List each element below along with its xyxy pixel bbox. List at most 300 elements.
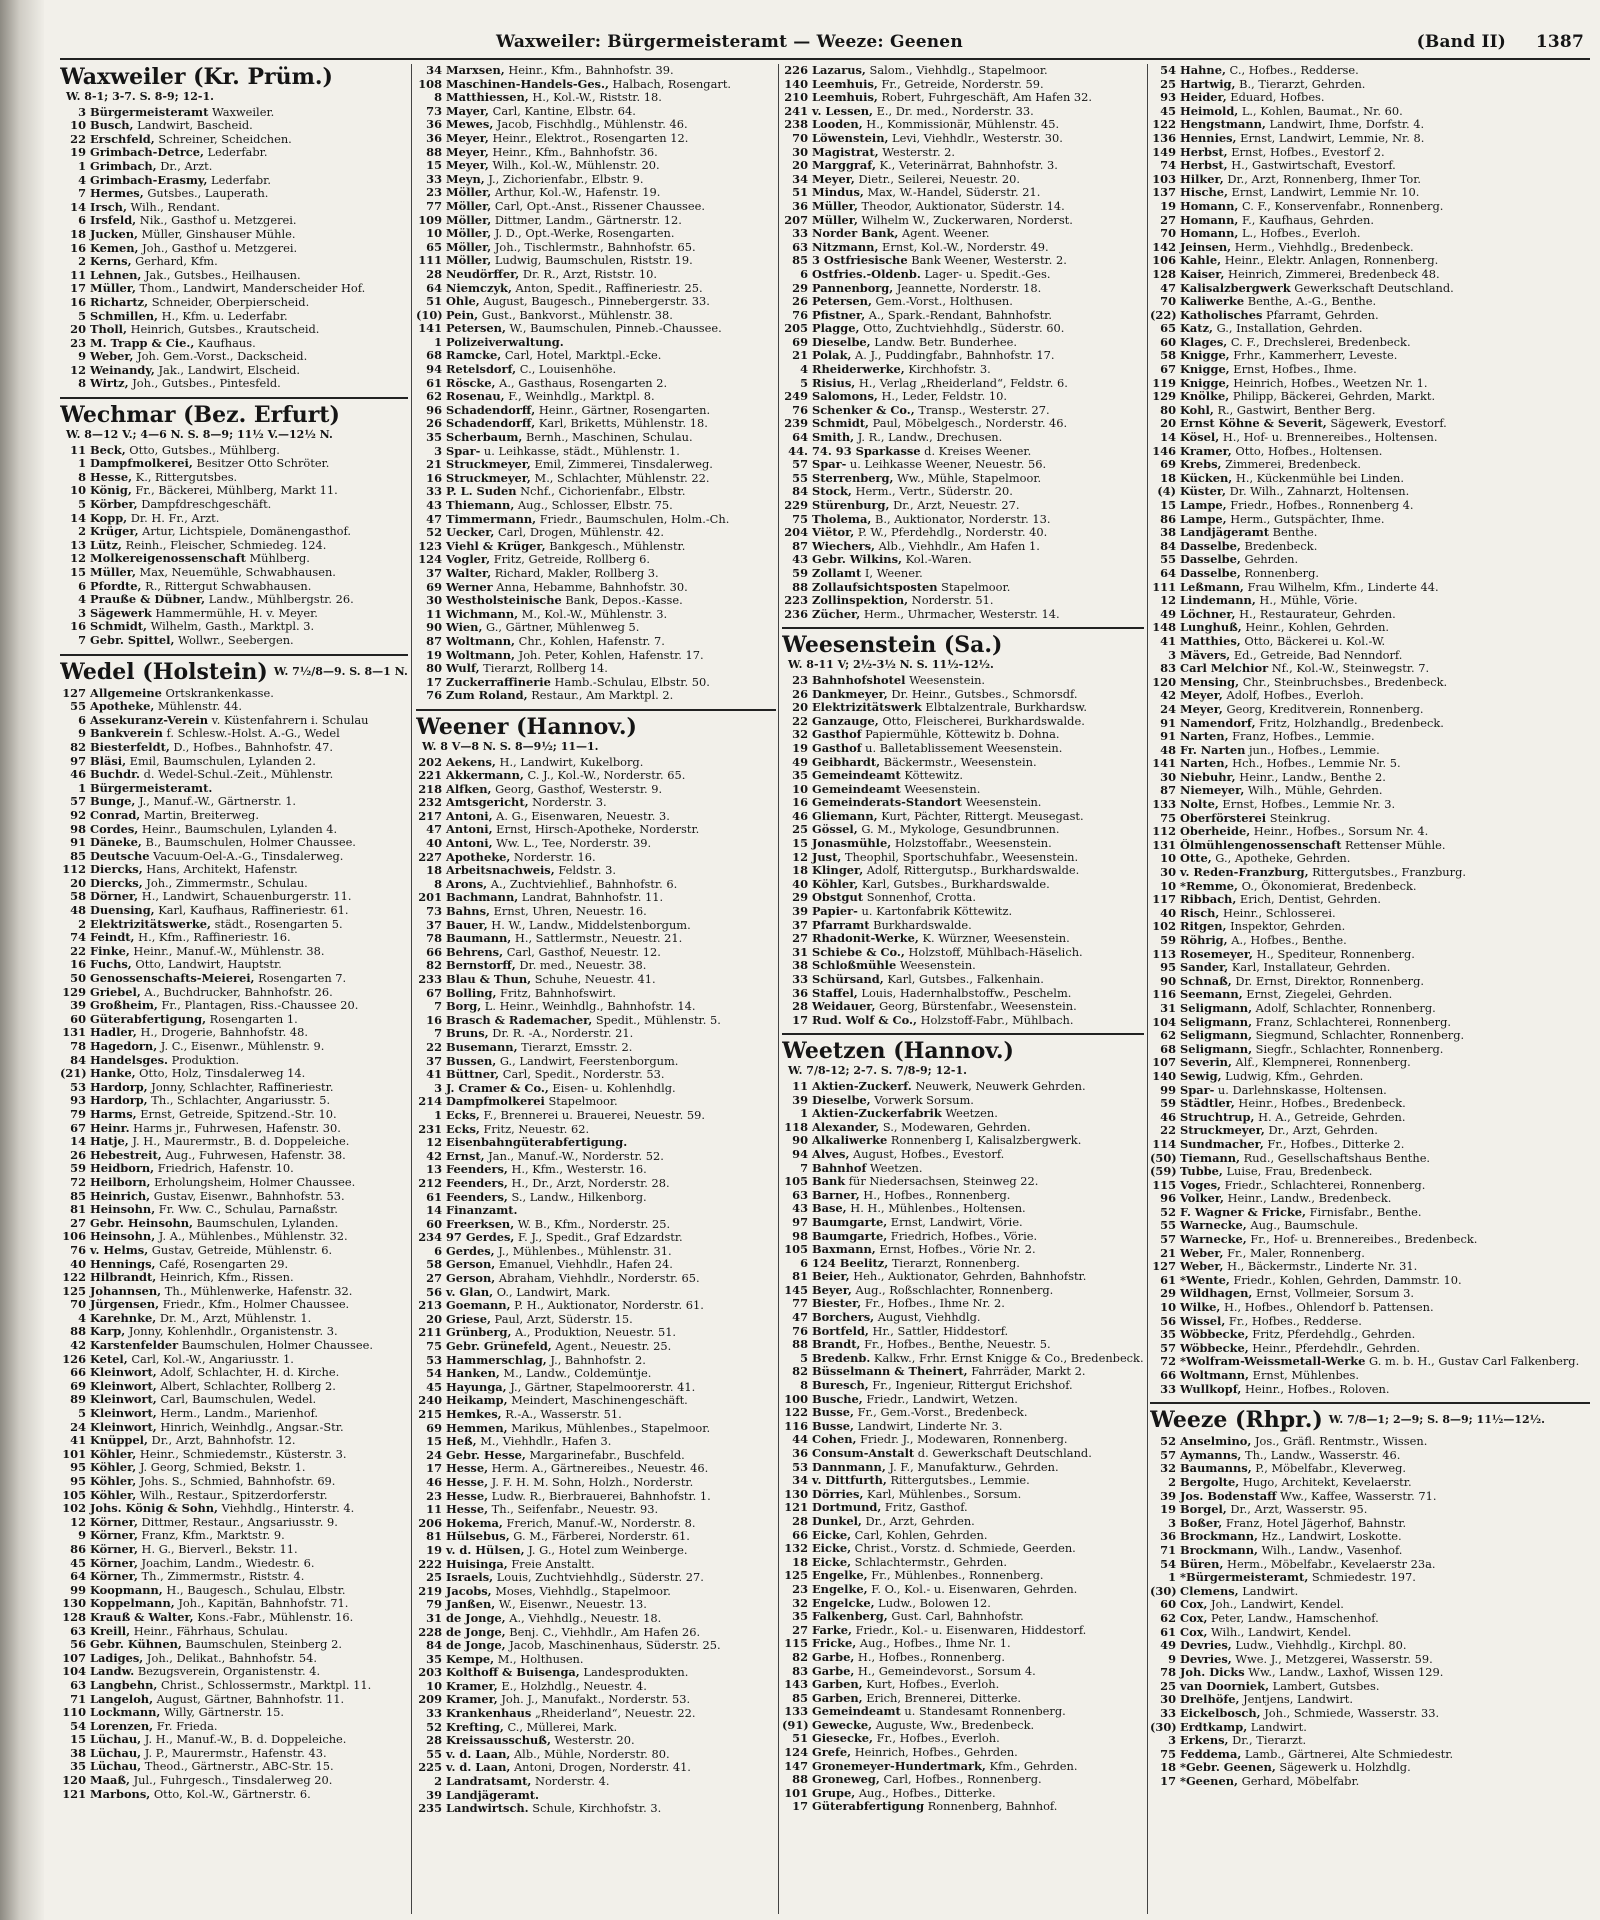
phone-number: 25	[1160, 77, 1176, 91]
subscriber-details: H., Spediteur, Ronnenberg.	[1253, 947, 1415, 961]
list-item	[1150, 282, 1590, 296]
phone-number: 47	[426, 512, 442, 526]
phone-number: 41	[1160, 634, 1176, 648]
phone-number: 87	[426, 634, 442, 648]
list-item	[782, 1474, 1144, 1488]
list-item	[1150, 159, 1590, 173]
subscriber-name: Brasch & Rademacher,	[446, 1013, 593, 1027]
subscriber-name: Ernst,	[446, 1149, 485, 1163]
phone-number: 17	[792, 1800, 808, 1814]
phone-number: 38	[70, 1746, 86, 1760]
list-item	[60, 1230, 408, 1244]
phone-number: 40	[792, 877, 808, 891]
subscriber-details: d. Gewerkschaft Deutschland.	[914, 1447, 1092, 1460]
subscriber-name: Herbst,	[1180, 145, 1228, 159]
subscriber-details: Friedr., Kol.- u. Eisenwaren, Hiddestorf.	[851, 1623, 1087, 1637]
list-item	[416, 499, 776, 513]
phone-number: 88	[70, 1325, 86, 1339]
subscriber-name: P. L. Suden	[446, 485, 517, 499]
phone-number: 31	[426, 1611, 442, 1625]
subscriber-name: Dörner,	[90, 890, 139, 904]
subscriber-name: Meyer,	[1180, 689, 1223, 703]
phone-number: 69	[70, 1379, 86, 1393]
phone-number: 23	[792, 1582, 808, 1596]
subscriber-name: Bunge,	[90, 795, 136, 809]
phone-number: 18	[792, 864, 808, 878]
phone-number: 102	[1152, 920, 1176, 934]
list-item	[416, 1354, 776, 1368]
phone-number: 26	[426, 417, 442, 431]
subscriber-details: Dr., Arzt, Gehrden.	[1264, 1124, 1378, 1138]
list-item	[782, 946, 1144, 960]
subscriber-name: Wirtz,	[90, 377, 129, 391]
subscriber-details: L. Heinr., Weinhdlg., Bahnhofstr. 14.	[481, 1000, 696, 1014]
list-item	[1150, 1734, 1590, 1748]
subscriber-details: Franz, Schlachterei, Ronnenberg.	[1252, 1015, 1452, 1029]
subscriber-details: Agent., Neuestr. 25.	[551, 1340, 672, 1354]
subscriber-name: Güterabfertigung,	[90, 1012, 207, 1026]
phone-number: 27	[1160, 213, 1176, 227]
subscriber-name: Oberheide,	[1180, 825, 1251, 839]
phone-number: 78	[426, 932, 442, 946]
subscriber-details: Aug., Hofbes., Ditterke.	[855, 1786, 996, 1800]
list-item	[1150, 1490, 1590, 1504]
subscriber-details: Norderstr. 4.	[531, 1775, 610, 1789]
subscriber-name: Finke,	[90, 944, 130, 958]
phone-number: 12	[70, 363, 86, 377]
phone-number: 127	[1152, 1260, 1176, 1274]
phone-number: 58	[426, 1258, 442, 1272]
subscriber-name: Baumanns,	[1180, 1462, 1252, 1476]
phone-number: 82	[792, 1650, 808, 1664]
phone-number: 63	[70, 1678, 86, 1692]
subscriber-name: Küster,	[1180, 485, 1226, 499]
office-hours: W. 8-1; 3-7. S. 8-9; 12-1.	[66, 90, 214, 103]
subscriber-details: Joh., Schmiede, Wasserstr. 33.	[1260, 1707, 1440, 1721]
subscriber-details: H., Hofbes., Ohlendorf b. Pattensen.	[1220, 1301, 1434, 1315]
subscriber-details: Bankgesch., Mühlenstr.	[545, 539, 686, 553]
phone-number: 36	[1160, 1530, 1176, 1544]
subscriber-name: Arbeitsnachweis,	[446, 864, 555, 878]
list-item	[416, 159, 776, 173]
phone-number: 59	[1160, 934, 1176, 947]
list-item	[416, 1653, 776, 1667]
list-item	[1150, 581, 1590, 595]
town-heading	[60, 397, 408, 442]
phone-number: 79	[70, 1107, 86, 1121]
phone-number: 210	[784, 91, 808, 105]
list-item	[782, 919, 1144, 933]
subscriber-details: Heinrich, Gutsbes., Krautscheid.	[126, 323, 320, 337]
phone-number: 104	[1152, 1015, 1176, 1029]
phone-number: 124	[418, 553, 442, 567]
phone-number: 73	[426, 104, 442, 118]
list-item	[60, 282, 408, 296]
subscriber-name: Mensing,	[1180, 675, 1240, 689]
list-item	[416, 823, 776, 837]
subscriber-details: Rosengarten 1.	[206, 1012, 298, 1026]
phone-number: 110	[62, 1706, 86, 1720]
subscriber-name: Dannmann,	[812, 1460, 886, 1474]
subscriber-details: L., Hofbes., Everloh.	[1238, 227, 1361, 241]
subscriber-details: Ernst, Uhren, Neuestr. 16.	[489, 905, 647, 919]
list-item	[416, 214, 776, 228]
phone-number: 207	[784, 213, 808, 227]
phone-number: 88	[792, 1773, 808, 1787]
subscriber-name: Base,	[812, 1202, 847, 1216]
subscriber-name: Köhler,	[90, 1488, 137, 1502]
phone-number: 63	[70, 1624, 86, 1638]
phone-number: 37	[426, 918, 442, 932]
subscriber-details: Heinr., Schmiedemstr., Küsterstr. 3.	[136, 1447, 347, 1461]
town-heading	[60, 64, 408, 104]
subscriber-name: Langbehn,	[90, 1678, 158, 1692]
list-item	[416, 1435, 776, 1449]
phone-number: 28	[426, 1734, 442, 1748]
phone-number: 57	[1160, 1233, 1176, 1247]
list-item	[416, 987, 776, 1001]
subscriber-details: Landesprodukten.	[579, 1666, 689, 1680]
phone-number: 1	[434, 1108, 442, 1122]
phone-number: 60	[1160, 335, 1176, 349]
phone-number: 10	[1160, 1301, 1176, 1315]
subscriber-details: Schule, Kirchhofstr. 3.	[528, 1802, 662, 1816]
phone-number: 98	[70, 822, 86, 836]
subscriber-details: Salom., Viehhdlg., Stapelmoor.	[865, 64, 1048, 77]
list-item	[416, 1503, 776, 1517]
subscriber-details: Wilhelm, Gasth., Marktpl. 3.	[147, 620, 315, 634]
subscriber-name: Kaliwerke	[1180, 295, 1245, 309]
phone-number: 63	[792, 240, 808, 254]
phone-number: 17	[792, 1013, 808, 1027]
subscriber-name: Nolte,	[1180, 798, 1219, 812]
list-item	[1150, 676, 1590, 690]
list-item	[1150, 186, 1590, 200]
list-item	[60, 350, 408, 364]
subscriber-name: Landjägeramt	[1180, 526, 1270, 540]
list-item	[60, 634, 408, 648]
subscriber-name: Rosenau,	[446, 390, 505, 404]
subscriber-name: Antoni,	[446, 837, 493, 851]
phone-number: 68	[1160, 1042, 1176, 1056]
subscriber-name: Alkaliwerke	[812, 1134, 888, 1148]
phone-number: 228	[418, 1625, 442, 1639]
subscriber-details: Tierarzt, Ronnenberg.	[888, 1256, 1020, 1270]
subscriber-name: Matthiessen,	[446, 91, 529, 105]
phone-number: 95	[1160, 961, 1176, 975]
list-item	[1150, 1721, 1590, 1735]
subscriber-name: Sterrenberg,	[812, 471, 894, 485]
list-item	[60, 337, 408, 351]
phone-number: 85	[70, 849, 86, 863]
subscriber-name: Jos. Bodenstaff	[1180, 1489, 1277, 1503]
subscriber-name: Schmidt,	[90, 620, 148, 634]
directory-column-2	[416, 64, 776, 1914]
list-item	[60, 1312, 408, 1326]
subscriber-name: Amtsgericht,	[446, 796, 529, 810]
subscriber-name: 74. 93 Sparkasse	[812, 444, 921, 458]
subscriber-details: Alb., Viehhdlr., Am Hafen 1.	[875, 539, 1040, 553]
phone-number: 3	[78, 606, 86, 620]
phone-number: 25	[426, 1571, 442, 1585]
list-item	[416, 1245, 776, 1259]
subscriber-details: Heinr., Manuf.-W., Mühlenstr. 38.	[129, 944, 325, 958]
list-item	[416, 810, 776, 824]
list-item	[782, 64, 1144, 78]
list-item	[60, 512, 408, 526]
list-item	[60, 1475, 408, 1489]
phone-number: 34	[792, 1474, 808, 1488]
subscriber-name: Apotheke,	[446, 850, 511, 864]
list-item	[782, 796, 1144, 810]
list-item	[60, 1366, 408, 1380]
subscriber-details: Ernst, Landwirt, Vörie.	[887, 1215, 1023, 1229]
phone-number: 221	[418, 769, 442, 783]
subscriber-name: Wildhagen,	[1180, 1287, 1253, 1301]
list-item	[60, 999, 408, 1013]
phone-number: 5	[800, 1351, 808, 1365]
subscriber-details: Karl, Gutsbes., Falkenhain.	[883, 973, 1044, 986]
subscriber-details: Fr., Hofbes., Ihme Nr. 2.	[861, 1297, 1005, 1311]
phone-number: 55	[70, 700, 86, 714]
subscriber-details: Martin, Breiterweg.	[140, 808, 259, 822]
subscriber-details: Kirchhofstr. 3.	[904, 363, 991, 377]
list-item	[416, 1761, 776, 1775]
list-item	[60, 255, 408, 269]
list-item	[1150, 1274, 1590, 1288]
phone-number: 94	[792, 1147, 808, 1161]
phone-number: 39	[1160, 1489, 1176, 1503]
list-item	[1150, 784, 1590, 798]
subscriber-details: A., Produktion, Neuestr. 51.	[511, 1326, 677, 1340]
subscriber-details: u. Leihkasse Weener, Neuestr. 56.	[846, 458, 1047, 472]
subscriber-name: Fricke,	[812, 1637, 857, 1651]
subscriber-details: Heinr., Pferdehdlr., Gehrden.	[1248, 1341, 1421, 1355]
subscriber-details: Neuwerk, Neuwerk Gehrden.	[911, 1079, 1086, 1093]
subscriber-details: Jeannette, Norderstr. 18.	[893, 281, 1042, 295]
subscriber-name: *Geenen,	[1180, 1775, 1238, 1789]
phone-number: 235	[418, 1802, 442, 1816]
subscriber-name: Feindt,	[90, 931, 135, 945]
subscriber-details: H., Kfm., Raffineriestr. 16.	[134, 931, 291, 945]
subscriber-details: Th., Schlachter, Angariusstr. 5.	[147, 1094, 331, 1108]
subscriber-name: Lampe,	[1180, 512, 1227, 526]
phone-number: 116	[784, 1419, 808, 1433]
phone-number: 67	[70, 1121, 86, 1135]
phone-number: 59	[792, 566, 808, 580]
list-item	[1150, 1653, 1590, 1667]
phone-number: 140	[1152, 1069, 1176, 1083]
list-item	[60, 904, 408, 918]
subscriber-details: Ernst, Hofbes., Evestorf 2.	[1227, 145, 1385, 159]
phone-number: 52	[1160, 1435, 1176, 1449]
phone-number: 64	[70, 1570, 86, 1584]
subscriber-name: Grupe,	[812, 1786, 856, 1800]
subscriber-details: Benthe.	[1269, 526, 1318, 540]
subscriber-name: Hilker,	[1180, 172, 1224, 186]
list-item	[60, 1298, 408, 1312]
phone-number: 37	[792, 918, 808, 932]
list-item	[1150, 1503, 1590, 1517]
phone-number: 61	[426, 376, 442, 390]
list-item	[782, 431, 1144, 445]
subscriber-name: Elektrizitätswerk	[812, 701, 922, 715]
phone-number: 211	[418, 1326, 442, 1340]
phone-number: 201	[418, 891, 442, 905]
subscriber-name: Woltmann,	[446, 634, 516, 648]
list-item	[1150, 105, 1590, 119]
subscriber-details: Max, W.-Handel, Süderstr. 21.	[863, 186, 1041, 200]
list-item	[1150, 689, 1590, 703]
subscriber-details: Fritz, Getreide, Rollberg 6.	[490, 553, 651, 567]
subscriber-name: Pannenborg,	[812, 281, 894, 295]
phone-number: 215	[418, 1408, 442, 1421]
phone-number: 10	[1160, 852, 1176, 866]
subscriber-name: Fr. Narten	[1180, 743, 1246, 757]
list-item	[1150, 1233, 1590, 1247]
subscriber-name: Boßer,	[1180, 1516, 1223, 1530]
phone-number: 101	[62, 1447, 86, 1461]
subscriber-name: Struckmeyer,	[1180, 1124, 1265, 1138]
list-item	[782, 1297, 1144, 1311]
subscriber-details: Jonny, Kohlenhdlr., Organistenstr. 3.	[125, 1325, 338, 1339]
subscriber-name: Borg,	[446, 1000, 482, 1014]
subscriber-name: Hennies,	[1180, 131, 1237, 145]
subscriber-details: Dittmer, Restaur., Angsariusstr. 9.	[137, 1515, 338, 1529]
phone-number: 1	[434, 335, 442, 349]
subscriber-name: Hartwig,	[1180, 77, 1236, 91]
phone-number: 233	[418, 973, 442, 986]
phone-number: 5	[78, 309, 86, 323]
subscriber-details: F. J., Spedit., Graf Edzardstr.	[514, 1231, 683, 1245]
phone-number: 234	[418, 1231, 442, 1245]
subscriber-name: Kücken,	[1180, 471, 1233, 485]
phone-number: 39	[792, 905, 808, 919]
subscriber-name: Köhler,	[90, 1475, 137, 1488]
subscriber-name: Güterabfertigung	[812, 1800, 925, 1814]
phone-number: 73	[426, 905, 442, 919]
phone-number: 205	[784, 322, 808, 336]
phone-number: 49	[792, 755, 808, 769]
list-item	[416, 837, 776, 851]
subscriber-details: Benj. C., Viehhdlr., Am Hafen 26.	[505, 1625, 701, 1639]
subscriber-details: Dr., Arzt, Ronnenberg, Ihmer Tor.	[1223, 172, 1422, 186]
subscriber-details: Bäckermstr., Weesenstein.	[880, 755, 1037, 769]
subscriber-details: Karl, Installateur, Gehrden.	[1228, 961, 1391, 975]
subscriber-name: Mindus,	[812, 186, 864, 200]
subscriber-name: Hayunga,	[446, 1380, 507, 1394]
list-item	[60, 1665, 408, 1679]
list-item	[1150, 717, 1590, 731]
phone-number: 56	[70, 1638, 86, 1652]
subscriber-name: Meyer,	[446, 131, 489, 145]
phone-number: 95	[70, 1461, 86, 1475]
list-item	[416, 878, 776, 892]
phone-number: 222	[418, 1557, 442, 1571]
subscriber-details: Ernst, Hofbes., Vörie Nr. 2.	[875, 1243, 1036, 1257]
phone-number: 219	[418, 1584, 442, 1598]
subscriber-details: Peter, Landw., Hamschenhof.	[1207, 1611, 1379, 1625]
phone-number: 4	[78, 1311, 86, 1325]
subscriber-name: v. d. Hülsen,	[446, 1543, 525, 1557]
subscriber-name: Barner,	[812, 1188, 860, 1202]
subscriber-name: Schmillen,	[90, 309, 158, 323]
list-item	[1150, 336, 1590, 350]
list-item	[782, 1257, 1144, 1271]
phone-number: 9	[78, 727, 86, 741]
list-item	[416, 1721, 776, 1735]
subscriber-details: H., Kommissionär, Mühlenstr. 45.	[862, 118, 1060, 132]
subscriber-details: Dr. Heinr., Gutsbes., Schmorsdf.	[887, 687, 1078, 701]
subscriber-details: F., Kaufhaus, Gehrden.	[1238, 213, 1374, 227]
phone-number: 68	[426, 349, 442, 363]
phone-number: 125	[62, 1284, 86, 1298]
list-item	[416, 254, 776, 268]
subscriber-details: für Niedersachsen, Steinweg 22.	[845, 1175, 1039, 1189]
subscriber-name: Kerns,	[90, 255, 132, 269]
subscriber-name: de Jonge,	[446, 1639, 506, 1653]
phone-number: 64	[426, 281, 442, 295]
subscriber-details: Antoni, Drogen, Norderstr. 41.	[510, 1761, 691, 1775]
subscriber-details: Jan., Manuf.-W., Norderstr. 52.	[484, 1149, 664, 1163]
subscriber-name: Körner,	[90, 1542, 138, 1556]
list-item	[416, 1585, 776, 1599]
phone-number: 14	[70, 511, 86, 525]
phone-number: 51	[426, 295, 442, 309]
subscriber-name: Hennings,	[90, 1257, 156, 1271]
phone-number: 56	[426, 1285, 442, 1299]
subscriber-details: Gutsbes., Lauperath.	[143, 187, 269, 201]
subscriber-name: v. Helms,	[90, 1243, 149, 1257]
list-item	[1150, 1355, 1590, 1369]
phone-number: 30	[1160, 770, 1176, 784]
subscriber-name: Wien,	[446, 621, 483, 635]
subscriber-details: Siegmund, Schlachter, Ronnenberg.	[1252, 1029, 1465, 1043]
list-item	[1150, 649, 1590, 663]
subscriber-name: Nitzmann,	[812, 240, 879, 254]
subscriber-name: Krankenhaus	[446, 1707, 532, 1721]
subscriber-name: *Remme,	[1180, 879, 1238, 893]
subscriber-details: Ludwig, Kfm., Gehrden.	[1221, 1069, 1364, 1083]
subscriber-name: Prauße & Dübner,	[90, 593, 206, 607]
header-rule	[60, 58, 1590, 60]
subscriber-details: H., Dr., Arzt, Norderstr. 28.	[507, 1176, 670, 1190]
subscriber-name: Seligmann,	[1180, 1001, 1253, 1015]
phone-number: 3	[434, 444, 442, 458]
phone-number: 7	[78, 187, 86, 201]
list-item	[782, 1284, 1144, 1298]
list-item	[782, 810, 1144, 824]
phone-number: 24	[1160, 702, 1176, 716]
phone-number: 120	[1152, 675, 1176, 689]
list-item	[60, 1679, 408, 1693]
subscriber-details: Otto, Hofbes., Holtensen.	[1231, 444, 1383, 458]
phone-number: 17	[426, 1462, 442, 1476]
list-item	[416, 146, 776, 160]
list-item	[60, 471, 408, 485]
subscriber-name: Körner,	[90, 1515, 138, 1529]
subscriber-name: Hahne,	[1180, 64, 1226, 77]
phone-number: 55	[1160, 1219, 1176, 1233]
list-item	[1150, 1016, 1590, 1030]
subscriber-name: Grimbach-Detrce,	[90, 146, 204, 160]
subscriber-name: Israels,	[446, 1571, 494, 1585]
subscriber-details: A., Hofbes., Benthe.	[1227, 934, 1347, 947]
subscriber-name: Krüger,	[90, 525, 139, 539]
phone-number: 33	[426, 1707, 442, 1721]
subscriber-details: L., Kohlen, Baumat., Nr. 60.	[1238, 104, 1403, 118]
column-divider	[411, 64, 412, 1914]
